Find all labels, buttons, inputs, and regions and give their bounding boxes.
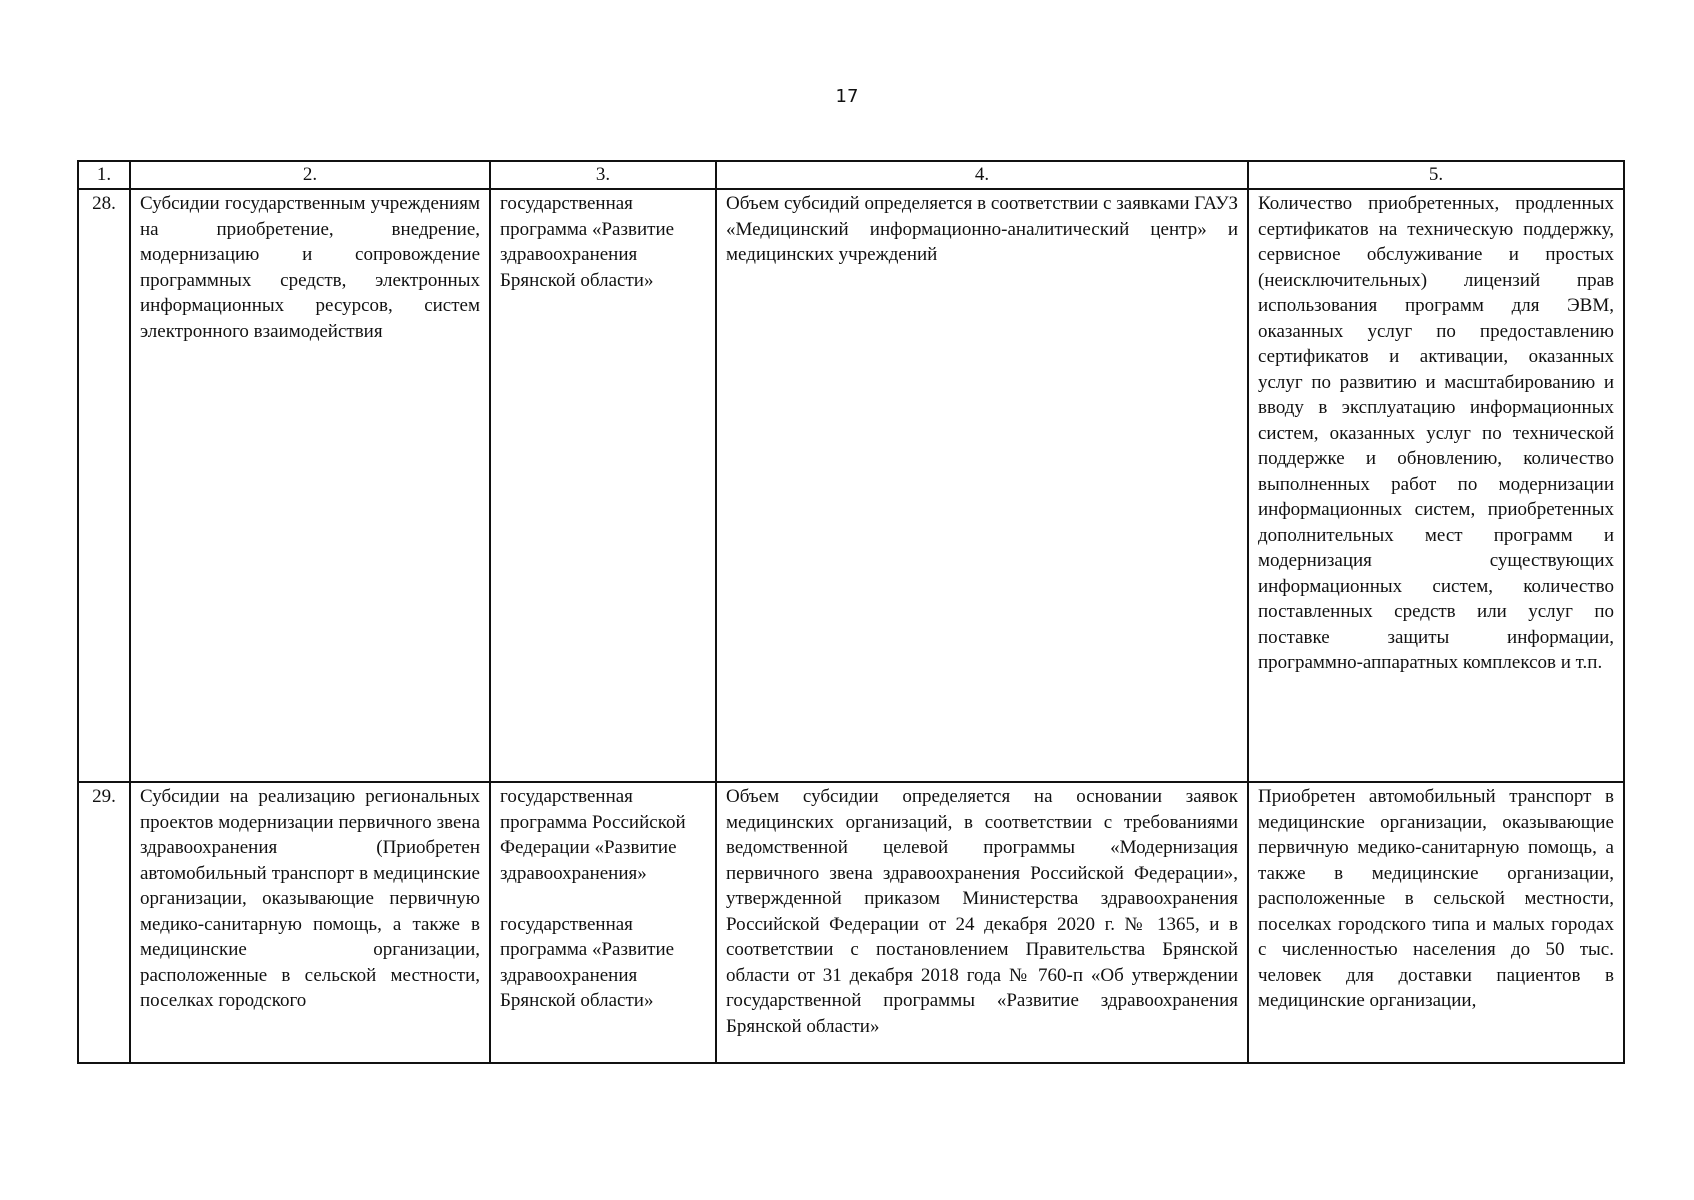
column-header-4: 4. (716, 161, 1248, 189)
column-header-3: 3. (490, 161, 716, 189)
program-text: государственная программа «Развитие здравоохранения Брянской области» (500, 193, 675, 291)
program-text-secondary: государственная программа «Развитие здравоохранения Брянской области» (500, 913, 675, 1011)
document-table (77, 160, 1625, 1064)
row-number-cell: 28. (78, 189, 130, 782)
table-row (78, 189, 1624, 782)
program-spacer (500, 886, 706, 912)
row-number-cell: 29. (78, 782, 130, 1063)
subject-cell: Субсидии на реализацию региональных проектов модернизации первичного звена здравоохранения (Приобретен автомобильный транспорт в медицинские организации, оказывающие первичную медико-санитарную помощь, а также в медицинские организации, расположенные в сельской местности, поселках городского (130, 782, 490, 1063)
result-cell: Количество приобретенных, продленных сертификатов на техническую поддержку, сервисное обслуживание и простых (неисключительных) лицензий прав использования программ для ЭВМ, оказанных услуг по предоставлению сертификатов и активации, оказанных услуг по развитию и масштабированию и вводу в эксплуатацию информационных систем, оказанных услуг по технической поддержке и обновлению, количество выполненных работ по модернизации информационных систем, приобретенных дополнительных мест программ и модернизация существующих информационных систем, количество поставленных средств или услуг по поставке защиты информации, программно-аппаратных комплексов и т.п. (1248, 189, 1624, 782)
table-row (78, 782, 1624, 1063)
method-cell: Объем субсидии определяется на основании заявок медицинских организаций, в соответствии с требованиями ведомственной целевой программы «Модернизация первичного звена здравоохранения Российской Федерации», утвержденной приказом Министерства здравоохранения Российской Федерации от 24 декабря 2020 г. № 1365, и в соответствии с постановлением Правительства Брянской области от 31 декабря 2018 года № 760-п «Об утверждении государственной программы «Развитие здравоохранения Брянской области» (716, 782, 1248, 1063)
program-cell (490, 782, 716, 1063)
column-header-5: 5. (1248, 161, 1624, 189)
column-header-1: 1. (78, 161, 130, 189)
result-cell: Приобретен автомобильный транспорт в медицинские организации, оказывающие первичную медико-санитарную помощь, а также в медицинские организации, расположенные в сельской местности, поселках городского типа и малых городах с численностью населения до 50 тыс. человек для доставки пациентов в медицинские организации, (1248, 782, 1624, 1063)
column-header-2: 2. (130, 161, 490, 189)
table-header-row (78, 161, 1624, 189)
program-cell (490, 189, 716, 782)
method-cell: Объем субсидий определяется в соответствии с заявками ГАУЗ «Медицинский информационно-аналитический центр» и медицинских учреждений (716, 189, 1248, 782)
page-number: 17 (835, 86, 859, 107)
subject-cell: Субсидии государственным учреждениям на приобретение, внедрение, модернизацию и сопровождение программных средств, электронных информационных ресурсов, систем электронного взаимодействия (130, 189, 490, 782)
program-text: государственная программа Российской Федерации «Развитие здравоохранения» (500, 786, 686, 884)
